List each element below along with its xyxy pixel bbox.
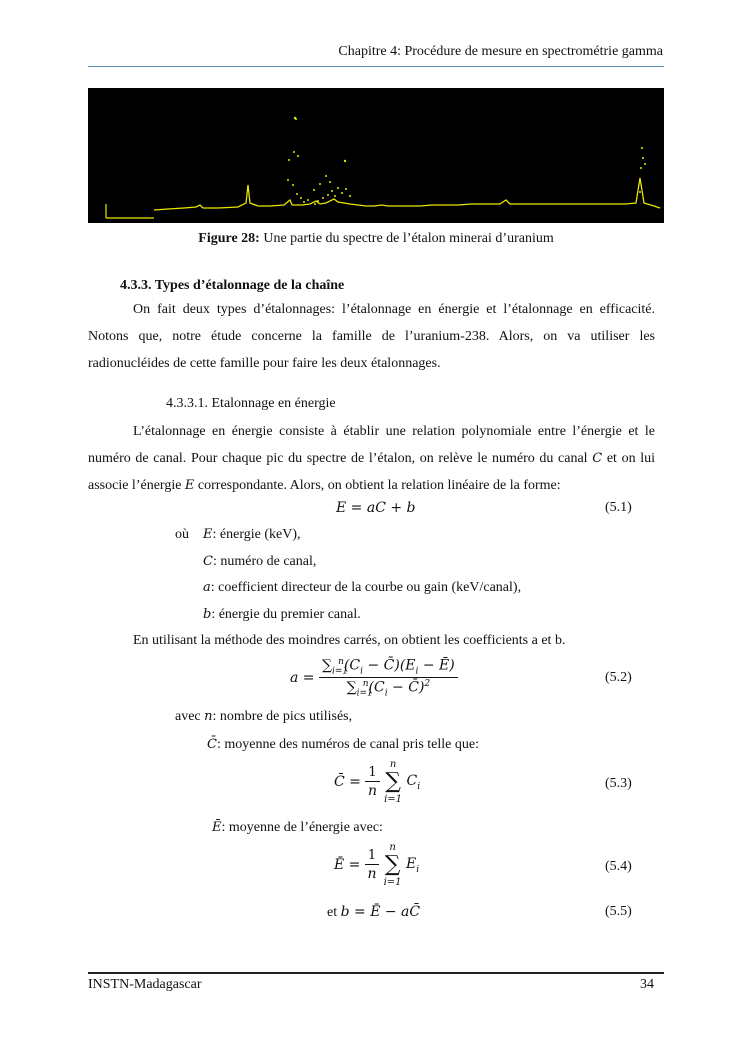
equation-number-5-5: (5.5) (605, 904, 632, 919)
page-number: 34 (640, 977, 654, 992)
definition-ou: où (175, 527, 189, 542)
def-text-n: : nombre de pics utilisés, (212, 709, 353, 724)
equation-5-5-prefix: et (327, 905, 338, 920)
variable-c: C (592, 451, 603, 466)
equation-5-5 (327, 904, 420, 921)
page-header: Chapitre 4: Procédure de mesure en spectrométrie gamma (338, 44, 663, 59)
figure-caption (88, 231, 664, 247)
equation-number-5-3: (5.3) (605, 776, 632, 791)
def-text-c: : numéro de canal, (212, 554, 317, 569)
equation-5-2: a = $\frac{\sum_{i=1}^n(C_i - C̄)(E_i - Ē)}{\sum_{i=1}^n(C_i - C̄)^2}$ (290, 657, 458, 699)
def-text-cbar: : moyenne des numéros de canal pris telle que: (216, 737, 479, 752)
definition-cbar (207, 737, 479, 753)
footer-institution: INSTN-Madagascar (88, 977, 202, 992)
energy-calibration-paragraph (88, 418, 655, 499)
spectrum-background (88, 88, 664, 223)
def-text-ebar: : moyenne de l’énergie avec: (221, 820, 383, 835)
equation-number-5-2: (5.2) (605, 670, 632, 685)
section-heading: 4.3.3. Types d’étalonnage de la chaîne (120, 278, 345, 293)
equation-5-5-body: b = Ē − aC̄ (340, 904, 421, 920)
header-rule (88, 66, 664, 67)
equation-5-3: C̄ = $\frac{1}{n}$ n ∑ i=1 $C_i$ (334, 759, 421, 805)
paragraph-text-3: correspondante. Alors, on obtient la relation linéaire de la forme: (194, 478, 561, 493)
avec-prefix: avec (175, 709, 201, 724)
spectrum-figure (88, 88, 664, 223)
subsection-heading: 4.3.3.1. Etalonnage en énergie (166, 396, 336, 411)
def-text-e: : énergie (keV), (212, 527, 301, 542)
def-var-a: a (203, 580, 211, 595)
equation-5-1: E = aC + b (336, 500, 416, 516)
definition-ebar (212, 820, 383, 836)
paragraph-text-1: L’étalonnage en énergie consiste à établir une relation polynomiale entre l’énergie et le numéro de canal. Pour chaque pic du spectre de l’étalon, on relève le numéro du canal (88, 424, 655, 466)
def-var-cbar: C̄ (207, 737, 217, 752)
definition-offset (203, 607, 361, 623)
def-var-ebar: Ē (212, 820, 222, 835)
def-text-b: : énergie du premier canal. (211, 607, 361, 622)
def-var-b: b (203, 607, 212, 622)
equation-number-5-1: (5.1) (605, 500, 632, 515)
figure-label: Figure 28: (198, 231, 260, 246)
def-var-c: C (203, 554, 213, 569)
paragraph-text-2: et on lui associe l’énergie (88, 451, 655, 493)
variable-e: E (184, 478, 195, 493)
def-text-a: : coefficient directeur de la courbe ou gain (keV/canal), (210, 580, 522, 595)
equation-number-5-4: (5.4) (605, 859, 632, 874)
least-squares-text: En utilisant la méthode des moindres carrés, on obtient les coefficients a et b. (133, 633, 566, 648)
definition-gain (203, 580, 521, 596)
figure-caption-text: Une partie du spectre de l’étalon minerai d’uranium (263, 231, 554, 246)
section-intro-paragraph: On fait deux types d’étalonnages: l’étalonnage en énergie et l’étalonnage en efficacité. Notons que, notre étude concerne la famille de l’uranium-238. Alors, on va utiliser les radionucléides de cette famille pour faire les deux étalonnages. (88, 302, 655, 371)
def-var-n: n (204, 709, 213, 724)
definition-n (175, 709, 352, 725)
definition-energy (203, 527, 300, 543)
equation-5-4: Ē = $\frac{1}{n}$ n ∑ i=1 $E_i$ (334, 842, 420, 888)
footer-rule (88, 972, 664, 974)
def-var-e: E (203, 527, 213, 542)
definition-channel (203, 554, 316, 570)
equation-5-2-fraction: $\frac{\sum_{i=1}^n(C_i - C̄)(E_i - Ē)}{\sum_{i=1}^n(C_i - C̄)^2}$ (319, 657, 458, 699)
